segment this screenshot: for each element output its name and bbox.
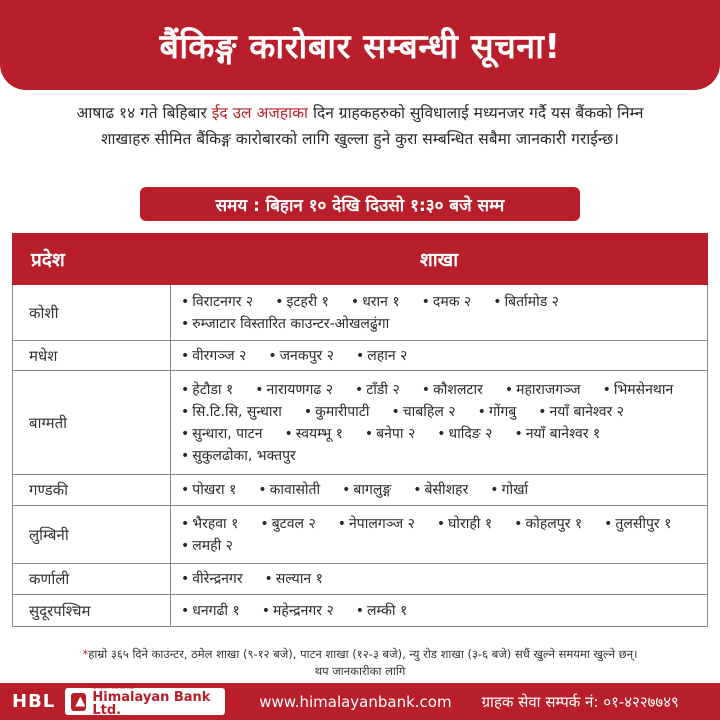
province-cell: कोशी	[13, 285, 171, 341]
branch-item: • वीरेन्द्रनगर	[181, 568, 243, 590]
branch-item: • बनेपा २	[365, 423, 415, 445]
header-banner	[0, 0, 720, 90]
footnote-star: *	[82, 647, 89, 661]
branch-item: • टाँडी २	[355, 379, 400, 401]
branch-cell	[171, 564, 708, 595]
branch-item: • हेटौडा १	[181, 379, 233, 401]
footer-bar	[0, 683, 720, 720]
footnote-line-1	[10, 646, 710, 663]
table-row	[13, 475, 708, 506]
table-header-row	[13, 234, 708, 285]
contact-number: ग्राहक सेवा सम्पर्क नं: ०१-४२२७७४९	[481, 692, 679, 711]
bank-name: Himalayan Bank Ltd.	[92, 690, 211, 718]
province-cell: गण्डकी	[13, 475, 171, 506]
branch-item: • विराटनगर २	[181, 291, 253, 313]
bank-tagline: हिमालयन बैंक लिमिटेड	[92, 685, 134, 691]
branch-header: शाखा	[171, 234, 708, 285]
branch-item: • बागलुङ्ग	[342, 479, 391, 501]
branch-list	[181, 379, 701, 467]
branch-item: • गोर्खा	[490, 479, 528, 501]
branch-list	[181, 291, 701, 335]
footnote	[10, 646, 710, 680]
table-row	[13, 285, 708, 341]
intro-highlight: ईद उल अजहाका	[211, 104, 309, 122]
branch-item: • पोखरा १	[181, 479, 236, 501]
page-title: बैंकिङ्ग कारोबार सम्बन्धी सूचना!	[159, 27, 561, 67]
intro-text-1: आषाढ १४ गते बिहिबार	[76, 104, 212, 122]
branch-item: • कावासोती	[258, 479, 320, 501]
branch-item: • बिर्तामोड २	[493, 291, 559, 313]
branch-cell	[171, 475, 708, 506]
branch-item: • धादिङ २	[437, 423, 492, 445]
branch-item: • जनकपुर २	[268, 345, 334, 367]
branch-item: • घोराही १	[437, 513, 492, 535]
branch-item: • कौशलटार	[422, 379, 483, 401]
branch-item: • कुमारीपाटी	[304, 401, 370, 423]
branch-cell	[171, 371, 708, 475]
branch-list	[181, 513, 701, 557]
time-label: समय : बिहान १० देखि दिउसो १:३० बजे सम्म	[215, 195, 505, 216]
table-row	[13, 371, 708, 475]
branch-item: • गोंगबु	[478, 401, 517, 423]
bank-logo	[65, 685, 225, 718]
branch-item: • सल्यान १	[265, 568, 323, 590]
province-cell: कर्णाली	[13, 564, 171, 595]
branch-item: • नेपालगञ्ज २	[338, 513, 415, 535]
province-cell: बाग्मती	[13, 371, 171, 475]
branch-item: • बेसीशहर	[413, 479, 468, 501]
footnote-text-1: हाम्रो ३६५ दिने काउन्टर, ठमेल शाखा (९-१२ बजे), पाटन शाखा (१२-३ बजे), न्यु रोड शाखा (३-६ बजे) सधैं खुल्ने समयमा खुल्ने छन्।	[88, 647, 638, 661]
branch-list	[181, 568, 701, 590]
time-badge	[140, 187, 580, 221]
branch-item: • भैरहवा १	[181, 513, 238, 535]
table-body	[13, 285, 708, 627]
hbl-logo-text: HBL	[12, 691, 56, 712]
intro-text-2: दिन ग्राहकहरुको सुविधालाई मध्यनजर गर्दै यस बैंकको निम्न शाखाहरु सीमित बैंकिङ्ग कारोबारको लागि खुल्ला हुने कुरा सम्बन्धित सबैमा जानकारी गराईन्छ।	[101, 104, 644, 148]
branch-item: • धरान १	[351, 291, 400, 313]
branch-table	[12, 233, 708, 627]
branch-cell	[171, 595, 708, 627]
branch-cell	[171, 341, 708, 371]
branch-list	[181, 345, 701, 367]
branch-item: • दमक २	[422, 291, 472, 313]
branch-item: • वीरगञ्ज २	[181, 345, 246, 367]
branch-cell	[171, 285, 708, 341]
branch-item: • चाबहिल २	[392, 401, 456, 423]
branch-item: • महाराजगञ्ज	[505, 379, 581, 401]
website-link[interactable]: www.himalayanbank.com	[259, 692, 452, 711]
branch-item: • लहान २	[356, 345, 407, 367]
table-row	[13, 595, 708, 627]
table-row	[13, 341, 708, 371]
branch-item: • नयाँ बानेश्वर १	[514, 423, 600, 445]
branch-cell	[171, 506, 708, 564]
branch-item: • लम्की १	[356, 600, 408, 622]
branch-item: • महेन्द्रनगर २	[262, 600, 334, 622]
bank-name-wrap	[92, 686, 219, 717]
branch-item: • इटहरी १	[275, 291, 329, 313]
bank-logo-icon	[71, 693, 86, 711]
table-row	[13, 506, 708, 564]
branch-item: • सि.टि.सि, सुन्धारा	[181, 401, 282, 423]
branch-item: • नारायणगढ २	[255, 379, 333, 401]
branch-item: • तुलसीपुर १	[604, 513, 671, 535]
branch-item: • स्वयम्भू १	[285, 423, 343, 445]
branch-list	[181, 479, 701, 501]
branch-item: • नयाँ बानेश्वर २	[538, 401, 624, 423]
province-cell: सुदूरपश्चिम	[13, 595, 171, 627]
branch-list	[181, 600, 701, 622]
province-cell: मधेश	[13, 341, 171, 371]
intro-paragraph	[60, 100, 660, 152]
branch-item: • धनगढी १	[181, 600, 240, 622]
branch-item: • सुन्धारा, पाटन	[181, 423, 263, 445]
province-header: प्रदेश	[13, 234, 171, 285]
table-row	[13, 564, 708, 595]
branch-item: • लमही २	[181, 535, 233, 557]
branch-item: • कोहलपुर १	[514, 513, 582, 535]
branch-item: • रुम्जाटार विस्तारित काउन्टर-ओखलढुंगा	[181, 313, 389, 335]
branch-item: • बुटवल २	[260, 513, 315, 535]
branch-item: • भिमसेनथान	[603, 379, 674, 401]
province-cell: लुम्बिनी	[13, 506, 171, 564]
branch-item: • सुकुलढोका, भक्तपुर	[181, 445, 296, 467]
footnote-line-2: थप जानकारीका लागि	[314, 664, 406, 678]
